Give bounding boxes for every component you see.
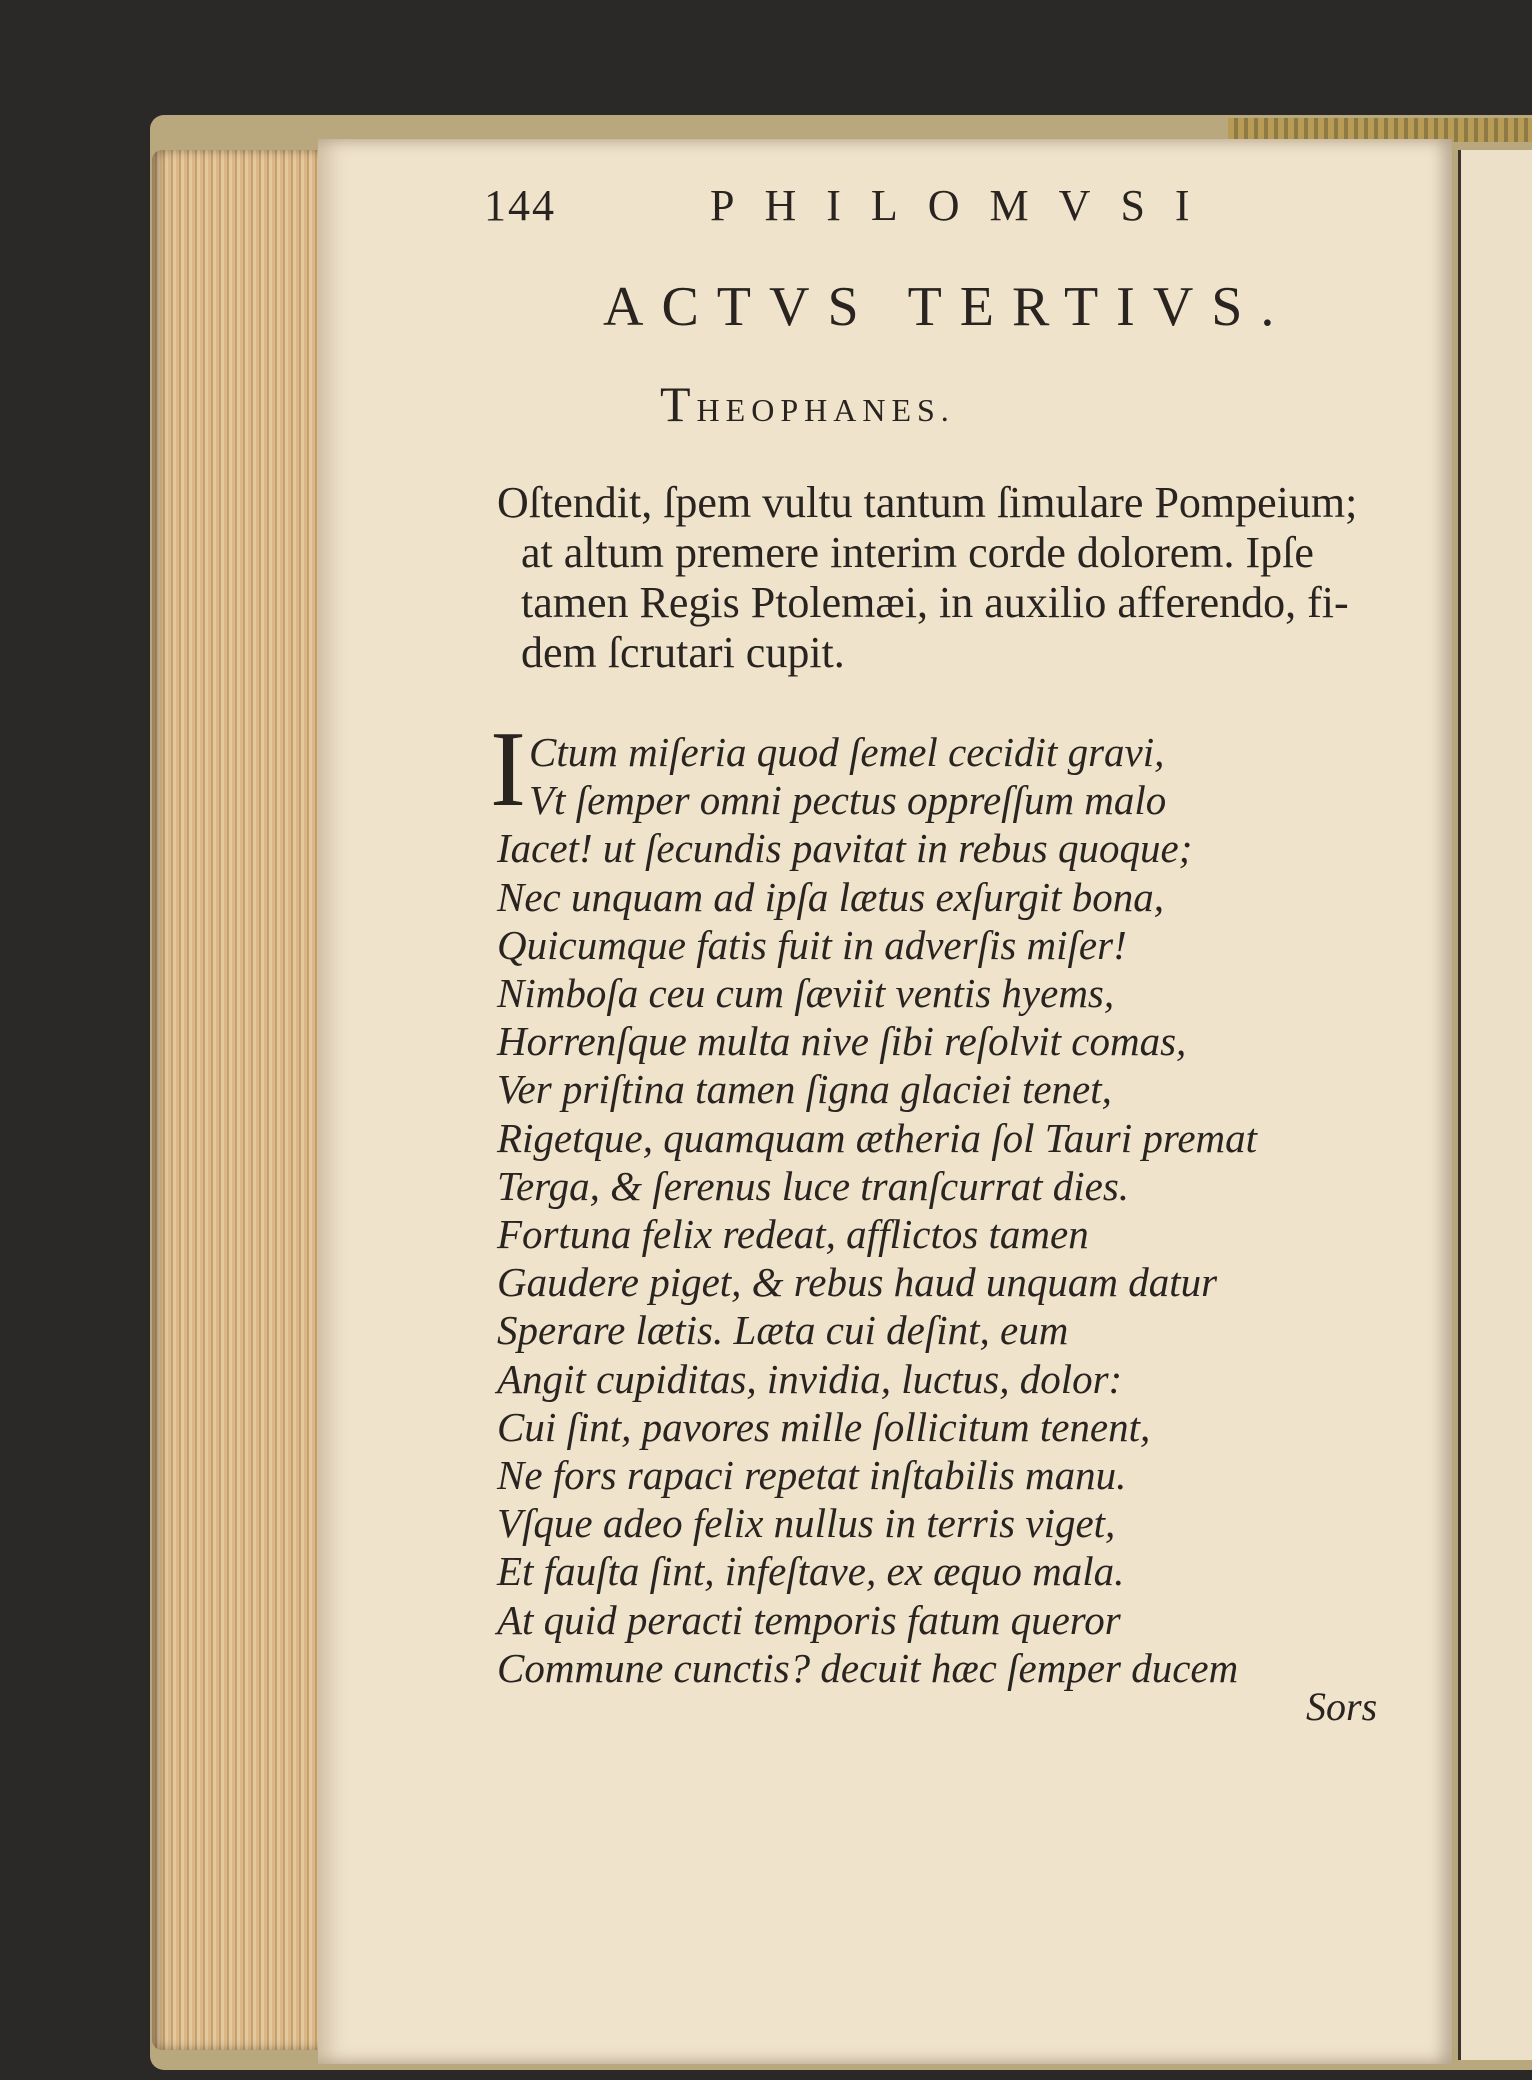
- verse-line: Terga, & ſerenus luce tranſcurrat dies.: [497, 1162, 1130, 1209]
- verse-line: Iacet! ut ſecundis pavitat in rebus quoque;: [497, 825, 1193, 872]
- speaker-name: [660, 375, 955, 433]
- speaker-initial: T: [660, 376, 697, 432]
- verse-line: Vt ſemper omni pectus oppreſſum malo: [529, 777, 1167, 824]
- verse-line: Ctum miſeria quod ſemel cecidit gravi,: [529, 729, 1165, 775]
- facing-page: [1458, 150, 1532, 2060]
- verse-line: Gaudere piget, & rebus haud unquam datur: [497, 1259, 1218, 1306]
- verse-block: [497, 728, 1257, 1692]
- act-title: ACTVS TERTIVS.: [603, 276, 1293, 338]
- argument-line: tamen Regis Ptolemæi, in auxilio afferendo, fi-: [521, 578, 1349, 627]
- verse-line: Quicumque fatis fuit in adverſis miſer!: [497, 921, 1127, 968]
- speaker-rest: HEOPHANES.: [696, 392, 955, 428]
- verse-line: Nec unquam ad ipſa lætus exſurgit bona,: [497, 873, 1164, 920]
- verse-line: Et fauſta ſint, infeſtave, ex æquo mala.: [497, 1548, 1125, 1595]
- verse-line: At quid peracti temporis fatum queror: [497, 1596, 1121, 1643]
- verse-line: Sperare lætis. Læta cui deſint, eum: [497, 1307, 1069, 1354]
- page-number: 144: [484, 181, 556, 230]
- verse-line: Cui ſint, pavores mille ſollicitum tenent,: [497, 1403, 1151, 1450]
- catchword: Sors: [1306, 1684, 1378, 1729]
- drop-cap: I: [490, 710, 526, 829]
- argument-line: at altum premere interim corde dolorem. Ipſe: [521, 528, 1314, 577]
- verse-line: Commune cunctis? decuit hæc ſemper ducem: [497, 1644, 1239, 1691]
- verse-line: Ne fors rapaci repetat inſtabilis manu.: [497, 1452, 1127, 1499]
- verse-line: Angit cupiditas, invidia, luctus, dolor:: [497, 1355, 1123, 1402]
- page-edges: [152, 150, 318, 2050]
- verse-line: Fortuna felix redeat, afflictos tamen: [497, 1211, 1089, 1258]
- argument-line: dem ſcrutari cupit.: [521, 628, 845, 677]
- argument-line: Oſtendit, ſpem vultu tantum ſimulare Pompeium;: [497, 478, 1358, 527]
- verse-line: Rigetque, quamquam ætheria ſol Tauri premat: [497, 1114, 1258, 1161]
- verse-line: Ver priſtina tamen ſigna glaciei tenet,: [497, 1066, 1112, 1113]
- verse-line: Horrenſque multa nive ſibi reſolvit comas,: [497, 1018, 1187, 1065]
- verse-line: Nimboſa ceu cum ſæviit ventis hyems,: [497, 970, 1115, 1017]
- argument-paragraph: [497, 478, 1357, 678]
- verse-line: Vſque adeo felix nullus in terris viget,: [497, 1500, 1116, 1547]
- running-title: PHILOMVSI: [710, 181, 1220, 230]
